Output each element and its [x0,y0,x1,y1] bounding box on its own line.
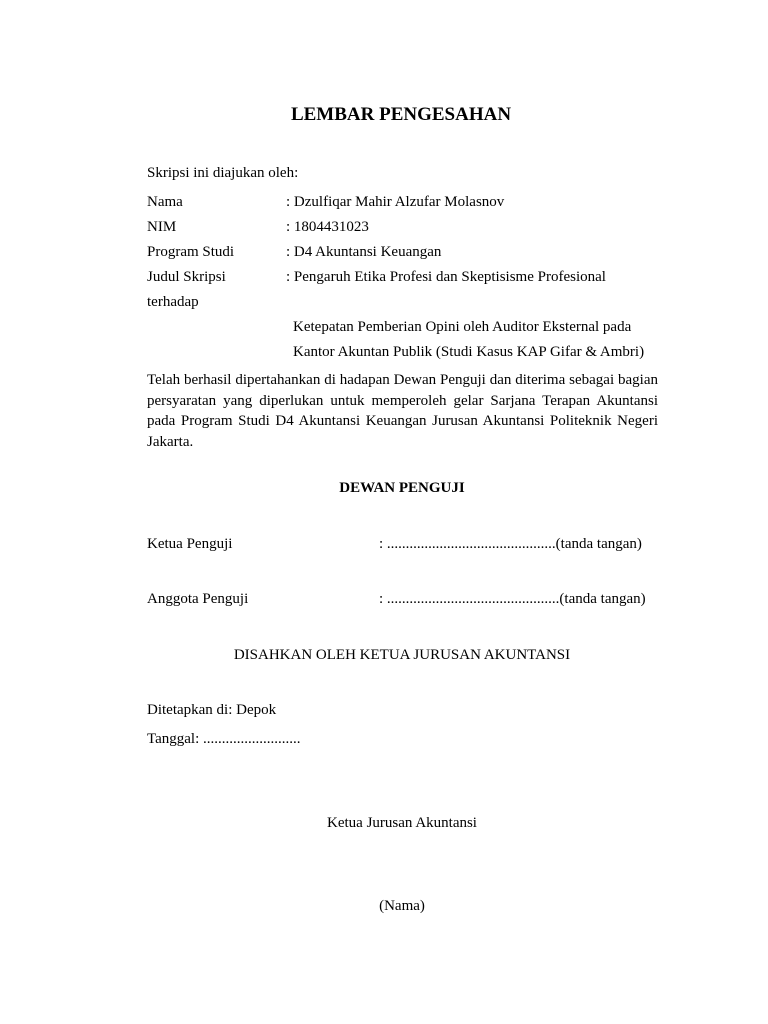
approval-paragraph: Telah berhasil dipertahankan di hadapan Dewan Penguji dan diterima sebagai bagian persyaratan yang diperlukan untuk memperoleh gelar Sarjana Terapan Akuntansi pada Program Studi D4 Akuntansi Keuangan Jurusan Akuntansi Politeknik Negeri Jakarta. [147,372,658,450]
intro-text: Skripsi ini diajukan oleh: [147,165,299,181]
field-label-judul-skripsi: Judul Skripsi [147,269,226,285]
examiner-role-member: Anggota Penguji [147,591,249,607]
title-continued-line-2: Kantor Akuntan Publik (Studi Kasus KAP Gifar & Ambri) [293,344,645,360]
title-continued-line-1: Ketepatan Pemberian Opini oleh Auditor Eksternal pada [293,319,632,335]
field-label-program-studi: Program Studi [147,244,235,260]
field-label-nama: Nama [147,194,183,210]
field-value-judul-skripsi: : Pengaruh Etika Profesi dan Skeptisisme Profesional [286,269,606,285]
examiner-signature-chair: : .............................................(tanda tangan) [379,536,642,552]
page-title: LEMBAR PENGESAHAN [290,104,512,125]
signatory-title: Ketua Jurusan Akuntansi [327,815,477,831]
examiner-role-chair: Ketua Penguji [147,536,233,552]
examiner-signature-member: : ..............................................(tanda tangan) [379,591,646,607]
approval-heading: DISAHKAN OLEH KETUA JURUSAN AKUNTANSI [233,647,571,663]
title-wrap-word: terhadap [147,294,199,310]
field-label-nim: NIM [147,219,177,235]
field-value-program-studi: : D4 Akuntansi Keuangan [286,244,442,260]
field-value-nim: : 1804431023 [286,219,369,235]
date-line: Tanggal: .......................... [147,731,301,747]
place-line: Ditetapkan di: Depok [147,702,277,718]
board-heading: DEWAN PENGUJI [339,480,465,496]
signatory-name: (Nama) [379,898,425,914]
field-value-nama: : Dzulfiqar Mahir Alzufar Molasnov [286,194,505,210]
